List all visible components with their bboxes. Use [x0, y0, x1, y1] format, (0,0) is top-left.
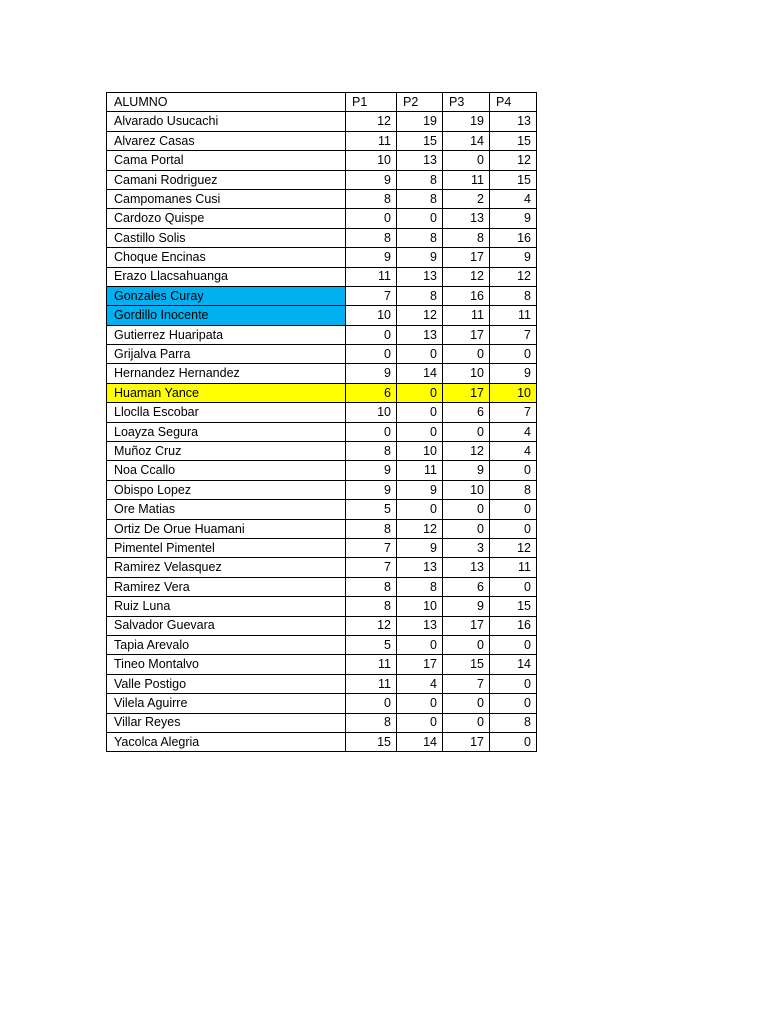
- grade-cell-p4: 0: [490, 577, 537, 596]
- grade-cell-p1: 8: [346, 442, 397, 461]
- grade-cell-p2: 15: [397, 131, 443, 150]
- table-row: [107, 248, 537, 267]
- grade-cell-p2: 13: [397, 616, 443, 635]
- grade-cell-p2: 0: [397, 383, 443, 402]
- grade-cell-p3: 17: [443, 732, 490, 751]
- grade-cell-p3: 0: [443, 345, 490, 364]
- grade-cell-p2: 17: [397, 655, 443, 674]
- grade-cell-p4: 0: [490, 635, 537, 654]
- grade-cell-p2: 13: [397, 325, 443, 344]
- grade-cell-p2: 8: [397, 170, 443, 189]
- table-row: [107, 538, 537, 557]
- grade-cell-p4: 8: [490, 286, 537, 305]
- grade-cell-p3: 2: [443, 189, 490, 208]
- grade-cell-p4: 9: [490, 364, 537, 383]
- table-row: [107, 383, 537, 402]
- grade-cell-p2: 0: [397, 403, 443, 422]
- grades-table: [106, 92, 537, 752]
- grade-cell-p2: 0: [397, 713, 443, 732]
- grade-cell-p1: 8: [346, 189, 397, 208]
- grade-cell-p1: 0: [346, 209, 397, 228]
- table-row: [107, 286, 537, 305]
- student-name-cell: Vilela Aguirre: [107, 694, 346, 713]
- grade-cell-p3: 17: [443, 616, 490, 635]
- grade-cell-p4: 4: [490, 442, 537, 461]
- grade-cell-p4: 0: [490, 519, 537, 538]
- header-row: [107, 93, 537, 112]
- student-name-cell: Pimentel Pimentel: [107, 538, 346, 557]
- grade-cell-p4: 0: [490, 461, 537, 480]
- grade-cell-p4: 15: [490, 170, 537, 189]
- table-row: [107, 228, 537, 247]
- grade-cell-p4: 0: [490, 500, 537, 519]
- grade-cell-p3: 17: [443, 325, 490, 344]
- student-name-cell: Gordillo Inocente: [107, 306, 346, 325]
- table-row: [107, 422, 537, 441]
- grade-cell-p1: 0: [346, 345, 397, 364]
- table-row: [107, 597, 537, 616]
- grade-cell-p2: 8: [397, 286, 443, 305]
- header-alumno: ALUMNO: [107, 93, 346, 112]
- grade-cell-p3: 0: [443, 694, 490, 713]
- grade-cell-p3: 6: [443, 577, 490, 596]
- grade-cell-p2: 10: [397, 442, 443, 461]
- header-p4: P4: [490, 93, 537, 112]
- table-row: [107, 635, 537, 654]
- table-row: [107, 694, 537, 713]
- grade-cell-p4: 8: [490, 480, 537, 499]
- grade-cell-p3: 3: [443, 538, 490, 557]
- table-row: [107, 442, 537, 461]
- student-name-cell: Hernandez Hernandez: [107, 364, 346, 383]
- student-name-cell: Tineo Montalvo: [107, 655, 346, 674]
- grade-cell-p4: 10: [490, 383, 537, 402]
- grade-cell-p4: 15: [490, 597, 537, 616]
- grade-cell-p1: 12: [346, 112, 397, 131]
- grade-cell-p3: 10: [443, 364, 490, 383]
- student-name-cell: Gutierrez Huaripata: [107, 325, 346, 344]
- grade-cell-p1: 10: [346, 151, 397, 170]
- grade-cell-p1: 15: [346, 732, 397, 751]
- grade-cell-p3: 19: [443, 112, 490, 131]
- student-name-cell: Ruiz Luna: [107, 597, 346, 616]
- table-row: [107, 131, 537, 150]
- student-name-cell: Salvador Guevara: [107, 616, 346, 635]
- grade-cell-p1: 10: [346, 306, 397, 325]
- grade-cell-p1: 9: [346, 170, 397, 189]
- grade-cell-p2: 9: [397, 248, 443, 267]
- grade-cell-p3: 11: [443, 306, 490, 325]
- student-name-cell: Campomanes Cusi: [107, 189, 346, 208]
- grade-cell-p3: 13: [443, 558, 490, 577]
- grade-cell-p3: 0: [443, 500, 490, 519]
- table-row: [107, 519, 537, 538]
- grade-cell-p2: 0: [397, 422, 443, 441]
- grade-cell-p2: 0: [397, 500, 443, 519]
- grade-cell-p3: 12: [443, 442, 490, 461]
- student-name-cell: Huaman Yance: [107, 383, 346, 402]
- grade-cell-p2: 9: [397, 538, 443, 557]
- student-name-cell: Obispo Lopez: [107, 480, 346, 499]
- student-name-cell: Grijalva Parra: [107, 345, 346, 364]
- grade-cell-p2: 19: [397, 112, 443, 131]
- grade-cell-p3: 15: [443, 655, 490, 674]
- student-name-cell: Villar Reyes: [107, 713, 346, 732]
- student-name-cell: Cardozo Quispe: [107, 209, 346, 228]
- grade-cell-p3: 0: [443, 422, 490, 441]
- grade-cell-p1: 0: [346, 694, 397, 713]
- grade-cell-p3: 9: [443, 461, 490, 480]
- grade-cell-p1: 11: [346, 655, 397, 674]
- table-row: [107, 480, 537, 499]
- grade-cell-p3: 13: [443, 209, 490, 228]
- table-row: [107, 364, 537, 383]
- student-name-cell: Yacolca Alegria: [107, 732, 346, 751]
- student-name-cell: Ramirez Vera: [107, 577, 346, 596]
- grade-cell-p1: 11: [346, 267, 397, 286]
- header-p1: P1: [346, 93, 397, 112]
- grade-cell-p4: 0: [490, 345, 537, 364]
- grade-cell-p4: 15: [490, 131, 537, 150]
- grade-cell-p2: 8: [397, 577, 443, 596]
- grade-cell-p4: 11: [490, 558, 537, 577]
- student-name-cell: Camani Rodriguez: [107, 170, 346, 189]
- table-row: [107, 674, 537, 693]
- student-name-cell: Choque Encinas: [107, 248, 346, 267]
- grade-cell-p1: 8: [346, 228, 397, 247]
- grade-cell-p3: 17: [443, 383, 490, 402]
- grade-cell-p4: 12: [490, 151, 537, 170]
- table-row: [107, 577, 537, 596]
- grade-cell-p2: 0: [397, 209, 443, 228]
- table-row: [107, 306, 537, 325]
- grade-cell-p1: 0: [346, 422, 397, 441]
- table-row: [107, 461, 537, 480]
- grade-cell-p3: 0: [443, 713, 490, 732]
- grade-cell-p2: 11: [397, 461, 443, 480]
- grade-cell-p4: 9: [490, 209, 537, 228]
- grade-cell-p1: 5: [346, 500, 397, 519]
- student-name-cell: Alvarez Casas: [107, 131, 346, 150]
- grade-cell-p1: 11: [346, 674, 397, 693]
- grade-cell-p1: 5: [346, 635, 397, 654]
- grade-cell-p4: 4: [490, 189, 537, 208]
- grade-cell-p1: 10: [346, 403, 397, 422]
- grade-cell-p3: 8: [443, 228, 490, 247]
- student-name-cell: Lloclla Escobar: [107, 403, 346, 422]
- grade-cell-p3: 0: [443, 519, 490, 538]
- grade-cell-p1: 12: [346, 616, 397, 635]
- grade-cell-p2: 13: [397, 558, 443, 577]
- grade-cell-p1: 8: [346, 519, 397, 538]
- student-name-cell: Muñoz Cruz: [107, 442, 346, 461]
- grade-cell-p4: 8: [490, 713, 537, 732]
- student-name-cell: Ortiz De Orue Huamani: [107, 519, 346, 538]
- table-row: [107, 403, 537, 422]
- grade-cell-p4: 0: [490, 674, 537, 693]
- grade-cell-p2: 13: [397, 267, 443, 286]
- grade-cell-p3: 6: [443, 403, 490, 422]
- grade-cell-p3: 0: [443, 635, 490, 654]
- table-row: [107, 209, 537, 228]
- grade-cell-p3: 0: [443, 151, 490, 170]
- grade-cell-p1: 8: [346, 597, 397, 616]
- grades-body: [107, 112, 537, 752]
- grade-cell-p4: 7: [490, 325, 537, 344]
- table-row: [107, 345, 537, 364]
- table-row: [107, 732, 537, 751]
- grade-cell-p2: 13: [397, 151, 443, 170]
- grade-cell-p4: 0: [490, 732, 537, 751]
- table-row: [107, 267, 537, 286]
- grade-cell-p2: 14: [397, 364, 443, 383]
- table-row: [107, 713, 537, 732]
- grade-cell-p1: 8: [346, 713, 397, 732]
- table-row: [107, 112, 537, 131]
- grade-cell-p2: 0: [397, 345, 443, 364]
- grade-cell-p3: 16: [443, 286, 490, 305]
- grade-cell-p2: 4: [397, 674, 443, 693]
- grade-cell-p3: 11: [443, 170, 490, 189]
- grade-cell-p4: 14: [490, 655, 537, 674]
- student-name-cell: Castillo Solis: [107, 228, 346, 247]
- grade-cell-p2: 14: [397, 732, 443, 751]
- table-row: [107, 558, 537, 577]
- table-row: [107, 170, 537, 189]
- grade-cell-p1: 9: [346, 248, 397, 267]
- grade-cell-p4: 9: [490, 248, 537, 267]
- table-row: [107, 500, 537, 519]
- student-name-cell: Alvarado Usucachi: [107, 112, 346, 131]
- grade-cell-p2: 10: [397, 597, 443, 616]
- grade-cell-p1: 9: [346, 364, 397, 383]
- grade-cell-p2: 0: [397, 694, 443, 713]
- grade-cell-p3: 9: [443, 597, 490, 616]
- student-name-cell: Erazo Llacsahuanga: [107, 267, 346, 286]
- grade-cell-p1: 7: [346, 558, 397, 577]
- grade-cell-p1: 7: [346, 286, 397, 305]
- grade-cell-p2: 8: [397, 228, 443, 247]
- grade-cell-p3: 17: [443, 248, 490, 267]
- grade-cell-p1: 8: [346, 577, 397, 596]
- grade-cell-p2: 0: [397, 635, 443, 654]
- student-name-cell: Cama Portal: [107, 151, 346, 170]
- table-row: [107, 616, 537, 635]
- header-p2: P2: [397, 93, 443, 112]
- grade-cell-p2: 12: [397, 306, 443, 325]
- grade-cell-p1: 7: [346, 538, 397, 557]
- student-name-cell: Loayza Segura: [107, 422, 346, 441]
- table-row: [107, 189, 537, 208]
- grade-cell-p4: 16: [490, 616, 537, 635]
- student-name-cell: Ramirez Velasquez: [107, 558, 346, 577]
- student-name-cell: Ore Matias: [107, 500, 346, 519]
- grade-cell-p4: 11: [490, 306, 537, 325]
- student-name-cell: Gonzales Curay: [107, 286, 346, 305]
- table-row: [107, 655, 537, 674]
- grade-cell-p3: 10: [443, 480, 490, 499]
- grade-cell-p1: 11: [346, 131, 397, 150]
- grade-cell-p1: 6: [346, 383, 397, 402]
- student-name-cell: Valle Postigo: [107, 674, 346, 693]
- table-row: [107, 325, 537, 344]
- grade-cell-p1: 9: [346, 480, 397, 499]
- student-name-cell: Noa Ccallo: [107, 461, 346, 480]
- grade-cell-p4: 12: [490, 538, 537, 557]
- grade-cell-p2: 12: [397, 519, 443, 538]
- header-p3: P3: [443, 93, 490, 112]
- grade-cell-p3: 7: [443, 674, 490, 693]
- student-name-cell: Tapia Arevalo: [107, 635, 346, 654]
- grade-cell-p3: 12: [443, 267, 490, 286]
- grade-cell-p1: 9: [346, 461, 397, 480]
- grade-cell-p3: 14: [443, 131, 490, 150]
- grade-cell-p2: 9: [397, 480, 443, 499]
- grade-cell-p4: 4: [490, 422, 537, 441]
- grade-cell-p1: 0: [346, 325, 397, 344]
- grade-cell-p2: 8: [397, 189, 443, 208]
- grade-cell-p4: 0: [490, 694, 537, 713]
- table-row: [107, 151, 537, 170]
- grade-cell-p4: 16: [490, 228, 537, 247]
- grade-cell-p4: 13: [490, 112, 537, 131]
- grade-cell-p4: 12: [490, 267, 537, 286]
- grade-cell-p4: 7: [490, 403, 537, 422]
